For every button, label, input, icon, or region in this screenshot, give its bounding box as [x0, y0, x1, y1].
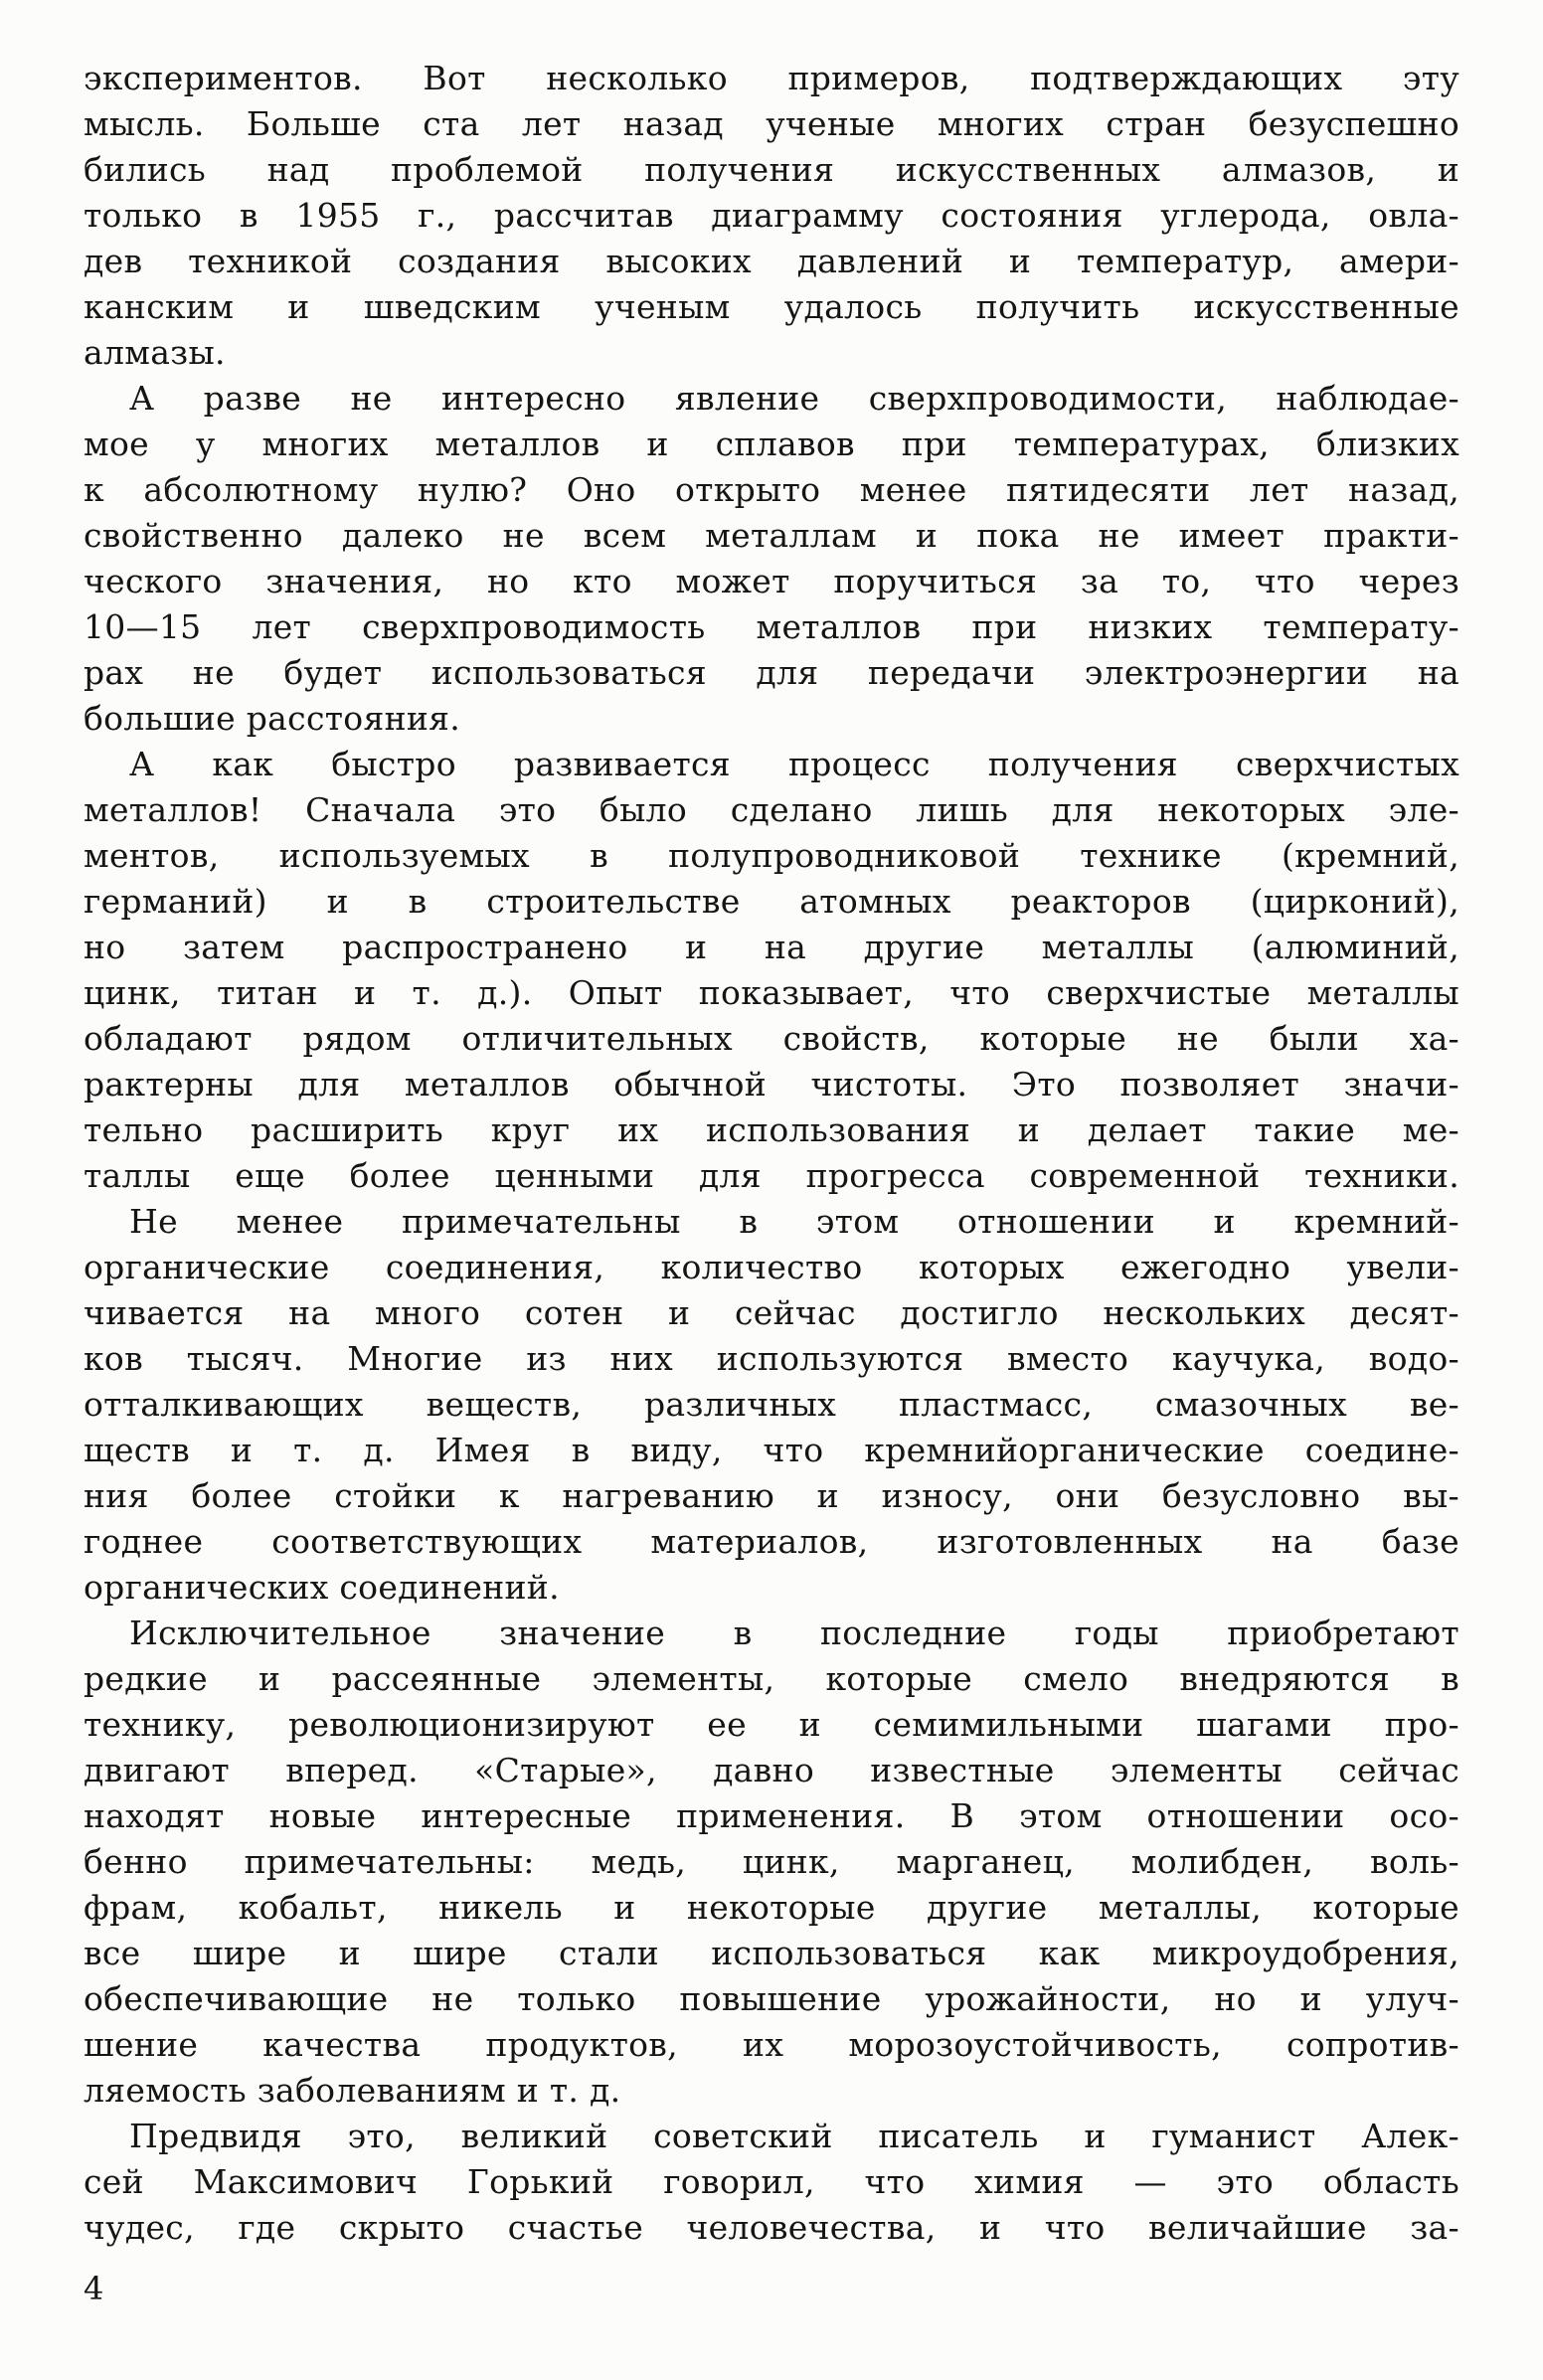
text-line: шение качества продуктов, их морозоустойчивость, сопротив- [84, 2025, 1459, 2064]
text-line: все шире и шире стали использоваться как микроудобрения, [84, 1934, 1459, 1972]
text-line: ществ и т. д. Имея в виду, что кремнийорганические соедине- [84, 1431, 1459, 1469]
text-line: ческого значения, но кто может поручиться за то, что через [84, 562, 1459, 600]
text-line: чудес, где скрыто счастье человечества, и что величайшие за- [84, 2208, 1459, 2247]
text-line: технику, революционизируют ее и семимильными шагами про- [84, 1705, 1459, 1744]
text-line: ния более стойки к нагреванию и износу, они безусловно вы- [84, 1476, 1459, 1515]
text-line: ков тысяч. Многие из них используются вместо каучука, водо- [84, 1339, 1459, 1378]
text-line: канским и шведским ученым удалось получить искусственные [84, 287, 1459, 326]
page-number: 4 [84, 2270, 104, 2307]
text-line: А как быстро развивается процесс получения сверхчистых [129, 745, 1459, 783]
text-line: обладают рядом отличительных свойств, которые не были ха- [84, 1019, 1459, 1058]
text-line: но затем распространено и на другие металлы (алюминий, [84, 928, 1459, 966]
paragraph [84, 2114, 1459, 2251]
text-line: двигают вперед. «Старые», давно известные элементы сейчас [84, 1751, 1459, 1789]
text-line: Предвидя это, великий советский писатель и гуманист Алек- [129, 2117, 1459, 2155]
text-line: обеспечивающие не только повышение урожайности, но и улуч- [84, 1979, 1459, 2018]
text-line: находят новые интересные применения. В этом отношении осо- [84, 1796, 1459, 1835]
text-line: только в 1955 г., рассчитав диаграмму состояния углерода, овла- [84, 196, 1459, 235]
text-line: бенно примечательны: медь, цинк, марганец, молибден, воль- [84, 1842, 1459, 1881]
text-line: мое у многих металлов и сплавов при температурах, близких [84, 425, 1459, 463]
text-line: органических соединений. [84, 1568, 560, 1607]
text-line: тельно расширить круг их использования и делает такие ме- [84, 1110, 1459, 1149]
text-line: цинк, титан и т. д.). Опыт показывает, что сверхчистые металлы [84, 973, 1459, 1012]
text-line: дев техникой создания высоких давлений и температур, амери- [84, 242, 1459, 280]
text-block [84, 56, 1459, 2251]
text-line: рактерны для металлов обычной чистоты. Это позволяет значи- [84, 1065, 1459, 1104]
text-line: сей Максимович Горький говорил, что химия — это область [84, 2162, 1459, 2201]
text-line: фрам, кобальт, никель и некоторые другие металлы, которые [84, 1888, 1459, 1927]
text-line: ляемость заболеваниям и т. д. [84, 2071, 621, 2110]
paragraph [84, 1199, 1459, 1611]
text-line: органические соединения, количество которых ежегодно увели- [84, 1248, 1459, 1286]
paragraph [84, 1611, 1459, 2114]
text-line: к абсолютному нулю? Оно открыто менее пятидесяти лет назад, [84, 470, 1459, 509]
paragraph [84, 56, 1459, 376]
text-line: таллы еще более ценными для прогресса современной техники. [84, 1156, 1459, 1195]
text-line: А разве не интересно явление сверхпроводимости, наблюдае- [129, 379, 1459, 418]
paragraph [84, 376, 1459, 742]
text-line: редкие и рассеянные элементы, которые смело внедряются в [84, 1659, 1459, 1698]
text-line: отталкивающих веществ, различных пластмасс, смазочных ве- [84, 1385, 1459, 1424]
text-line: чивается на много сотен и сейчас достигло нескольких десят- [84, 1293, 1459, 1332]
text-line: Исключительное значение в последние годы приобретают [129, 1614, 1459, 1652]
text-line: алмазы. [84, 333, 226, 372]
text-line: ментов, используемых в полупроводниковой технике (кремний, [84, 836, 1459, 875]
text-line: металлов! Сначала это было сделано лишь для некоторых эле- [84, 790, 1459, 829]
text-line: бились над проблемой получения искусственных алмазов, и [84, 150, 1459, 189]
text-line: большие расстояния. [84, 699, 461, 738]
paragraph [84, 742, 1459, 1199]
text-line: Не менее примечательны в этом отношении и кремний- [129, 1202, 1459, 1241]
text-line: рах не будет использоваться для передачи электроэнергии на [84, 653, 1459, 692]
text-line: годнее соответствующих материалов, изготовленных на базе [84, 1522, 1459, 1561]
text-line: свойственно далеко не всем металлам и пока не имеет практи- [84, 516, 1459, 555]
text-line: германий) и в строительстве атомных реакторов (цирконий), [84, 882, 1459, 921]
text-line: экспериментов. Вот несколько примеров, подтверждающих эту [84, 59, 1459, 97]
text-line: мысль. Больше ста лет назад ученые многих стран безуспешно [84, 104, 1459, 143]
text-line: 10—15 лет сверхпроводимость металлов при низких температу- [84, 607, 1459, 646]
